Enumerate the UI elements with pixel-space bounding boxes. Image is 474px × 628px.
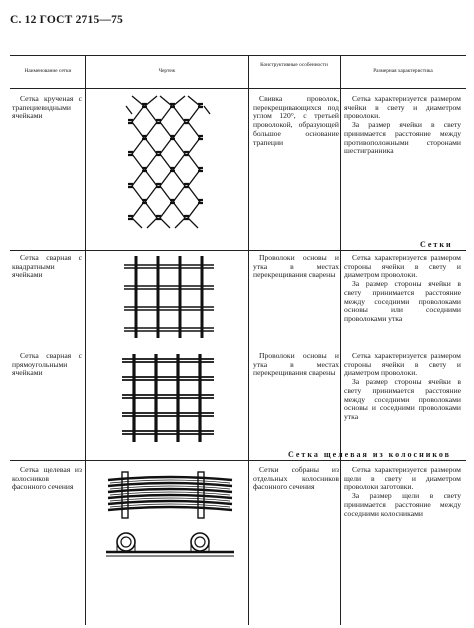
row-1-name: Сетка крученая с трапециевидными ячейками <box>12 94 82 121</box>
header-name: Наименование сетки <box>24 68 72 74</box>
row-2-name: Сетка сварная с квадратными ячейками <box>12 253 82 280</box>
section-title-welded: Сетки <box>420 240 453 249</box>
row-2-dimensions-p2: За размер стороны ячейки в свету принимается расстояние между соседними проволоками основы или соседними проволоками утка <box>344 279 461 323</box>
section-welded-rule <box>10 250 466 251</box>
header-bottom-rule <box>10 88 466 89</box>
row-3-dimensions-p1: Сетка характеризуется размером стороны ячейки в свету и диаметром проволоки. <box>344 351 461 378</box>
row-3-features: Проволоки основы и утка в местах перекрещивания сварены <box>253 351 339 378</box>
row-4-dimensions <box>344 466 461 518</box>
section-slot-rule <box>10 460 466 461</box>
header-features: Конструктивные особенности <box>260 62 328 68</box>
row-1-features: Свивка проволок, перекрещивающихся под углом 120°, с третьей проволокой, образующей большое основание трапеции <box>253 94 339 147</box>
row-1-dimensions-p2: За размер ячейки в свету принимается расстояние между противоположными сторонами шестигранника <box>344 120 461 156</box>
drawing-welded-rectangular-mesh <box>118 352 218 444</box>
column-divider-3 <box>340 55 341 625</box>
row-4-name: Сетка щелевая из колосников фасонного сечения <box>12 465 82 492</box>
section-title-slot: Сетка щелевая из колосников <box>288 450 451 459</box>
drawing-slot-grate <box>100 466 240 562</box>
column-divider-1 <box>85 55 86 625</box>
row-4-features: Сетки собраны из отдельных колосников фасонного сечения <box>253 465 339 492</box>
row-3-dimensions-p2: За размер стороны ячейки в свету принимается расстояние между соседними проволоками основы и соседними проволоками утка <box>344 377 461 421</box>
row-3-name: Сетка сварная с прямоугольными ячейками <box>12 351 82 378</box>
drawing-twisted-trapezoid-mesh <box>122 92 212 232</box>
column-divider-2 <box>248 55 249 625</box>
header-dimensions: Размерная характеристика <box>373 68 433 74</box>
row-4-dimensions-p1: Сетка характеризуется размером щели в свету и диаметром проволоки заготовки. <box>344 465 461 492</box>
row-2-dimensions-p1: Сетка характеризуется размером стороны ячейки в свету и диаметром проволоки. <box>344 253 461 280</box>
drawing-welded-square-mesh <box>118 254 218 340</box>
header-drawing: Чертеж <box>158 68 176 74</box>
row-2-dimensions <box>344 254 461 324</box>
page-header: С. 12 ГОСТ 2715—75 <box>10 14 123 26</box>
row-4-dimensions-p2: За размер щели в свету принимается расстояние между соседними колосниками <box>344 491 461 518</box>
table-top-rule <box>10 55 466 56</box>
row-1-dimensions <box>344 95 461 156</box>
row-3-dimensions <box>344 352 461 422</box>
row-1-dimensions-p1: Сетка характеризуется размером ячейки в свету и диаметром проволоки. <box>344 94 461 121</box>
row-2-features: Проволоки основы и утка в местах перекрещивания сварены <box>253 253 339 280</box>
